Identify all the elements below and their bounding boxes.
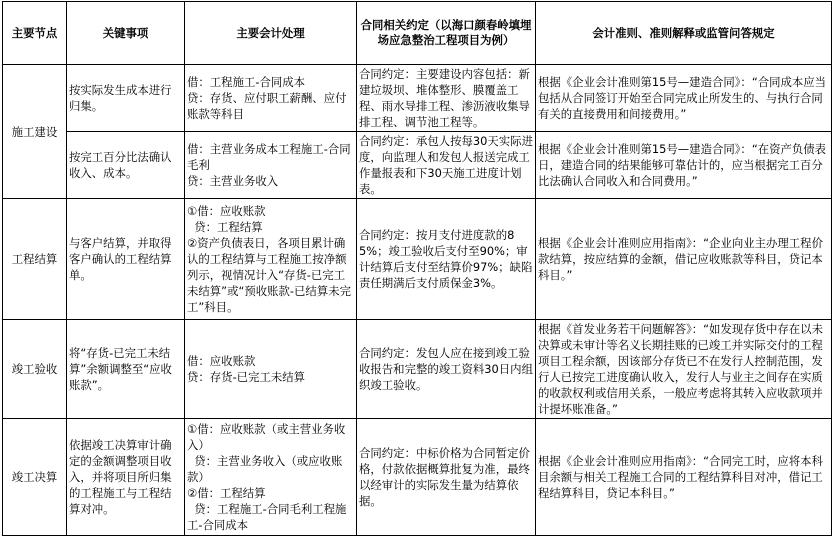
- table-row: [3, 320, 832, 419]
- header-row: [3, 2, 832, 65]
- node-cell: 竣工决算: [3, 419, 67, 536]
- contract-cell: 合同约定：承包人按每30天实际进度，向监理人和发包人报送完成工作量报表和下30天施工进度计划表。: [357, 132, 536, 199]
- node-cell: 工程结算: [3, 199, 67, 320]
- matter-cell: 按完工百分比法确认收入、成本。: [67, 132, 185, 199]
- standard-cell: 根据《首发业务若干问题解答》：“如发现存货中存在以未决算或未审计等名义长期挂账的已竣工并实际交付的工程项目工程余额，因该部分存货已不在发行人控制范围，发行人已按完工进度确认收入，发行人与业主之间存在实质的收款权利或信用关系，一般应考虑将其转入应收款项并计提坏账准备。”: [536, 320, 832, 419]
- matter-cell: 按实际发生成本进行归集。: [67, 65, 185, 132]
- entry-cell: 借：工程施工-合同成本 贷：存货、应付职工薪酬、应付账款等科目: [185, 65, 357, 132]
- node-cell: 竣工验收: [3, 320, 67, 419]
- matter-cell: 将“存货-已完工未结算”余额调整至“应收账款”。: [67, 320, 185, 419]
- standard-cell: 根据《企业会计准则应用指南》：“企业向业主办理工程价款结算，按应结算的金额，借记应收账款等科目，贷记本科目。”: [536, 199, 832, 320]
- entry-cell: ①借：应收账款 贷：工程结算 ②资产负债表日，各项目累计确认的工程结算与工程施工按净额列示，视情况计入“存货-已完工未结算”或“预收账款-已结算未完工”科目。: [185, 199, 357, 320]
- node-cell: 施工建设: [3, 65, 67, 199]
- contract-cell: 合同约定：中标价格为合同暂定价格，付款依据概算批复为准，最终以经审计的实际发生量为结算依据。: [357, 419, 536, 536]
- standard-cell: 根据《企业会计准则第15号—建造合同》：“合同成本应当包括从合同签订开始至合同完成止所发生的、与执行合同有关的直接费用和间接费用。”: [536, 65, 832, 132]
- contract-cell: 合同约定：发包人应在接到竣工验收报告和完整的竣工资料30日内组织竣工验收。: [357, 320, 536, 419]
- header-accounting-treatment: 主要会计处理: [185, 2, 357, 65]
- entry-cell: ①借：应收账款（或主营业务收入） 贷：主营业务收入（或应收账款） ②借：工程结算 贷：工程施工-合同毛利工程施工-合同成本: [185, 419, 357, 536]
- standard-cell: 根据《企业会计准则第15号—建造合同》：“在资产负债表日，建造合同的结果能够可靠估计的，应当根据完工百分比法确认合同收入和合同费用。”: [536, 132, 832, 199]
- header-main-node: 主要节点: [3, 2, 67, 65]
- matter-cell: 与客户结算，并取得客户确认的工程结算单。: [67, 199, 185, 320]
- table-row: [3, 199, 832, 320]
- accounting-table: [2, 1, 832, 536]
- table-row: [3, 419, 832, 536]
- entry-cell: 借：主营业务成本工程施工-合同毛利 贷：主营业务收入: [185, 132, 357, 199]
- table-row: [3, 132, 832, 199]
- entry-cell: 借：应收账款 贷：存货-已完工未结算: [185, 320, 357, 419]
- contract-cell: 合同约定：按月支付进度款的85%；竣工验收后支付至90%；审计结算后支付至结算价97%；缺陷责任期满后支付质保金3%。: [357, 199, 536, 320]
- header-standards: 会计准则、准则解释或监管问答规定: [536, 2, 832, 65]
- matter-cell: 依据竣工决算审计确定的金额调整项目收入，并将项目所归集的工程施工与工程结算对冲。: [67, 419, 185, 536]
- table-row: [3, 65, 832, 132]
- header-contract-terms: 合同相关约定（以海口颜春岭填埋场应急整治工程项目为例）: [357, 2, 536, 65]
- header-key-matter: 关键事项: [67, 2, 185, 65]
- standard-cell: 根据《企业会计准则应用指南》：“合同完工时，应将本科目余额与相关工程施工合同的工程结算科目对冲，借记工程结算科目，贷记本科目。”: [536, 419, 832, 536]
- contract-cell: 合同约定：主要建设内容包括：新建垃圾坝、堆体整形、膜覆盖工程、雨水导排工程、渗沥液收集导排工程、调节池工程等。: [357, 65, 536, 132]
